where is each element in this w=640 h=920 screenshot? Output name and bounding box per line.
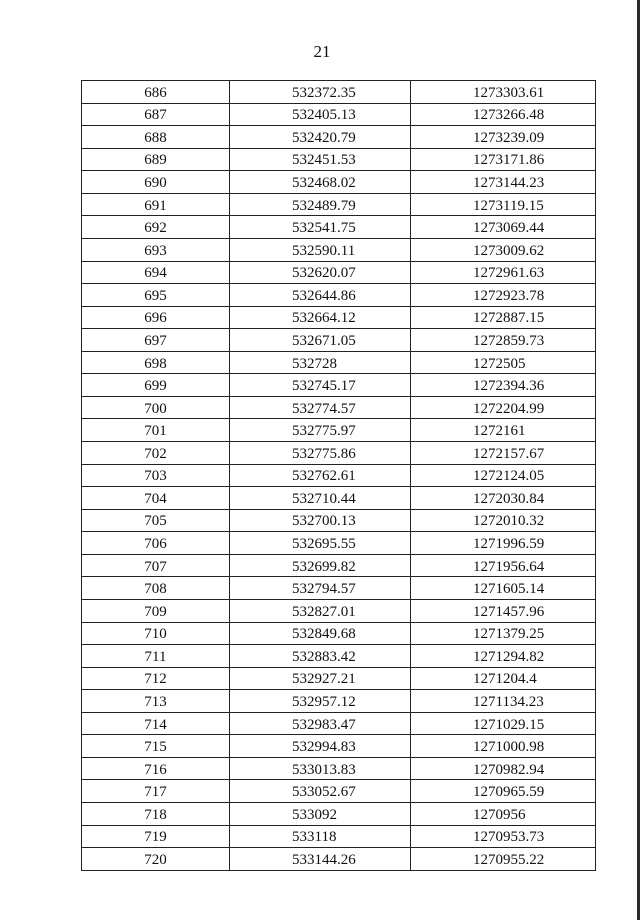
x-value-cell: 532590.11 <box>230 238 411 261</box>
table-body <box>82 81 596 871</box>
row-number-cell: 719 <box>82 825 230 848</box>
y-value-cell: 1273266.48 <box>411 103 596 126</box>
x-value-cell: 532468.02 <box>230 171 411 194</box>
row-number-cell: 686 <box>82 81 230 104</box>
row-number-cell: 709 <box>82 599 230 622</box>
table-row <box>82 351 596 374</box>
y-value-cell: 1271605.14 <box>411 577 596 600</box>
row-number-cell: 689 <box>82 148 230 171</box>
x-value-cell: 532774.57 <box>230 396 411 419</box>
x-value-cell: 532620.07 <box>230 261 411 284</box>
row-number-cell: 712 <box>82 667 230 690</box>
y-value-cell: 1271956.64 <box>411 554 596 577</box>
table-row <box>82 848 596 871</box>
y-value-cell: 1271204.4 <box>411 667 596 690</box>
x-value-cell: 533092 <box>230 803 411 826</box>
row-number-cell: 692 <box>82 216 230 239</box>
row-number-cell: 704 <box>82 487 230 510</box>
row-number-cell: 718 <box>82 803 230 826</box>
y-value-cell: 1271457.96 <box>411 599 596 622</box>
table-row <box>82 103 596 126</box>
table-row <box>82 148 596 171</box>
y-value-cell: 1271294.82 <box>411 645 596 668</box>
table-row <box>82 238 596 261</box>
x-value-cell: 532849.68 <box>230 622 411 645</box>
x-value-cell: 532700.13 <box>230 509 411 532</box>
row-number-cell: 691 <box>82 193 230 216</box>
x-value-cell: 532644.86 <box>230 284 411 307</box>
coordinate-table <box>81 80 596 871</box>
y-value-cell: 1270956 <box>411 803 596 826</box>
table-row <box>82 126 596 149</box>
row-number-cell: 710 <box>82 622 230 645</box>
x-value-cell: 532927.21 <box>230 667 411 690</box>
x-value-cell: 532664.12 <box>230 306 411 329</box>
y-value-cell: 1273171.86 <box>411 148 596 171</box>
table-row <box>82 442 596 465</box>
x-value-cell: 532420.79 <box>230 126 411 149</box>
table-row <box>82 329 596 352</box>
y-value-cell: 1272010.32 <box>411 509 596 532</box>
table-row <box>82 667 596 690</box>
y-value-cell: 1270982.94 <box>411 757 596 780</box>
row-number-cell: 693 <box>82 238 230 261</box>
table-row <box>82 712 596 735</box>
y-value-cell: 1273144.23 <box>411 171 596 194</box>
row-number-cell: 720 <box>82 848 230 871</box>
table-row <box>82 645 596 668</box>
table-row <box>82 374 596 397</box>
table-row <box>82 509 596 532</box>
table-row <box>82 81 596 104</box>
table-row <box>82 396 596 419</box>
x-value-cell: 532710.44 <box>230 487 411 510</box>
table-row <box>82 464 596 487</box>
x-value-cell: 533052.67 <box>230 780 411 803</box>
x-value-cell: 532957.12 <box>230 690 411 713</box>
row-number-cell: 717 <box>82 780 230 803</box>
row-number-cell: 708 <box>82 577 230 600</box>
row-number-cell: 697 <box>82 329 230 352</box>
y-value-cell: 1272161 <box>411 419 596 442</box>
y-value-cell: 1272887.15 <box>411 306 596 329</box>
table-row <box>82 532 596 555</box>
row-number-cell: 715 <box>82 735 230 758</box>
y-value-cell: 1272124.05 <box>411 464 596 487</box>
table-row <box>82 780 596 803</box>
table-row <box>82 803 596 826</box>
row-number-cell: 702 <box>82 442 230 465</box>
x-value-cell: 532671.05 <box>230 329 411 352</box>
x-value-cell: 532883.42 <box>230 645 411 668</box>
table-row <box>82 599 596 622</box>
x-value-cell: 533144.26 <box>230 848 411 871</box>
row-number-cell: 696 <box>82 306 230 329</box>
table-row <box>82 757 596 780</box>
x-value-cell: 532541.75 <box>230 216 411 239</box>
y-value-cell: 1272859.73 <box>411 329 596 352</box>
row-number-cell: 714 <box>82 712 230 735</box>
table-row <box>82 419 596 442</box>
x-value-cell: 532775.86 <box>230 442 411 465</box>
table-row <box>82 487 596 510</box>
row-number-cell: 695 <box>82 284 230 307</box>
y-value-cell: 1272505 <box>411 351 596 374</box>
table-row <box>82 171 596 194</box>
y-value-cell: 1272030.84 <box>411 487 596 510</box>
row-number-cell: 701 <box>82 419 230 442</box>
y-value-cell: 1271379.25 <box>411 622 596 645</box>
row-number-cell: 690 <box>82 171 230 194</box>
table-row <box>82 554 596 577</box>
table-row <box>82 690 596 713</box>
row-number-cell: 703 <box>82 464 230 487</box>
x-value-cell: 532405.13 <box>230 103 411 126</box>
table-row <box>82 306 596 329</box>
row-number-cell: 699 <box>82 374 230 397</box>
x-value-cell: 532372.35 <box>230 81 411 104</box>
y-value-cell: 1272923.78 <box>411 284 596 307</box>
x-value-cell: 533013.83 <box>230 757 411 780</box>
y-value-cell: 1273239.09 <box>411 126 596 149</box>
table-row <box>82 284 596 307</box>
row-number-cell: 711 <box>82 645 230 668</box>
y-value-cell: 1270953.73 <box>411 825 596 848</box>
table-row <box>82 261 596 284</box>
x-value-cell: 532994.83 <box>230 735 411 758</box>
table-row <box>82 825 596 848</box>
x-value-cell: 532827.01 <box>230 599 411 622</box>
y-value-cell: 1270955.22 <box>411 848 596 871</box>
table-row <box>82 577 596 600</box>
y-value-cell: 1272204.99 <box>411 396 596 419</box>
y-value-cell: 1272157.67 <box>411 442 596 465</box>
y-value-cell: 1271029.15 <box>411 712 596 735</box>
y-value-cell: 1273119.15 <box>411 193 596 216</box>
row-number-cell: 700 <box>82 396 230 419</box>
y-value-cell: 1273303.61 <box>411 81 596 104</box>
y-value-cell: 1272961.63 <box>411 261 596 284</box>
x-value-cell: 532745.17 <box>230 374 411 397</box>
x-value-cell: 532983.47 <box>230 712 411 735</box>
x-value-cell: 533118 <box>230 825 411 848</box>
page-number: 21 <box>313 42 331 61</box>
y-value-cell: 1271996.59 <box>411 532 596 555</box>
row-number-cell: 705 <box>82 509 230 532</box>
x-value-cell: 532728 <box>230 351 411 374</box>
row-number-cell: 713 <box>82 690 230 713</box>
y-value-cell: 1273069.44 <box>411 216 596 239</box>
x-value-cell: 532451.53 <box>230 148 411 171</box>
y-value-cell: 1271134.23 <box>411 690 596 713</box>
x-value-cell: 532489.79 <box>230 193 411 216</box>
table-row <box>82 193 596 216</box>
y-value-cell: 1273009.62 <box>411 238 596 261</box>
row-number-cell: 698 <box>82 351 230 374</box>
row-number-cell: 706 <box>82 532 230 555</box>
row-number-cell: 707 <box>82 554 230 577</box>
y-value-cell: 1271000.98 <box>411 735 596 758</box>
table-row <box>82 622 596 645</box>
row-number-cell: 716 <box>82 757 230 780</box>
row-number-cell: 688 <box>82 126 230 149</box>
x-value-cell: 532762.61 <box>230 464 411 487</box>
x-value-cell: 532794.57 <box>230 577 411 600</box>
x-value-cell: 532699.82 <box>230 554 411 577</box>
table-row <box>82 735 596 758</box>
y-value-cell: 1272394.36 <box>411 374 596 397</box>
row-number-cell: 694 <box>82 261 230 284</box>
x-value-cell: 532695.55 <box>230 532 411 555</box>
row-number-cell: 687 <box>82 103 230 126</box>
x-value-cell: 532775.97 <box>230 419 411 442</box>
y-value-cell: 1270965.59 <box>411 780 596 803</box>
table-row <box>82 216 596 239</box>
